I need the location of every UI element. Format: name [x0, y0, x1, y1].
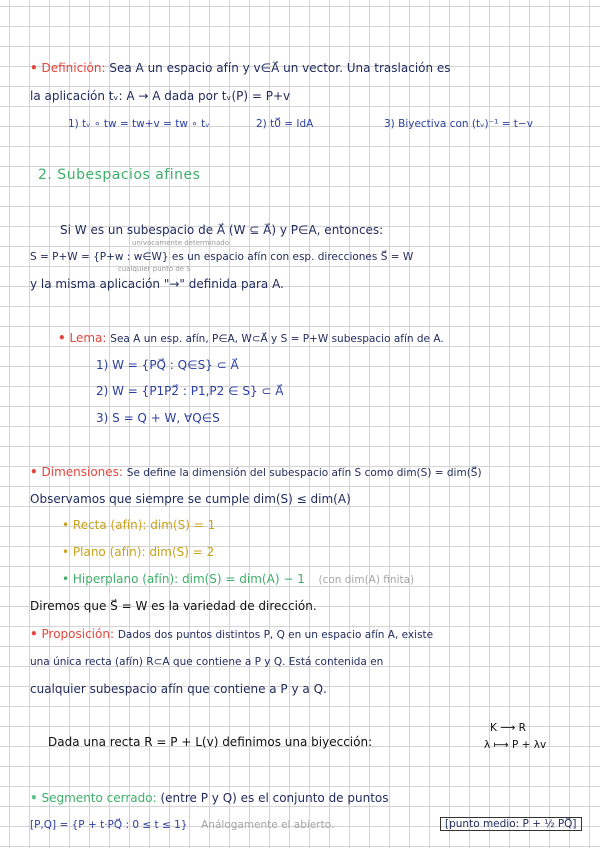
biyeccion-map-1: K ⟶ R — [490, 722, 526, 734]
proposicion-line2: una única recta (afín) R⊂A que contiene a P y Q. Está contenida en — [30, 656, 384, 668]
traslacion-prop-2: 2) t0⃗ = IdA — [256, 118, 314, 130]
term-dimensiones: Dimensiones: — [41, 465, 123, 479]
term-segmento: Segmento cerrado: — [41, 791, 157, 805]
recta-text: • Recta (afín): dim(S) = 1 — [62, 518, 216, 532]
bullet: • — [30, 791, 38, 805]
hiperplano-note: (con dim(A) finita) — [318, 574, 415, 586]
variedad-direccion: Diremos que S⃗ = W es la variedad de dirección. — [30, 599, 317, 613]
lema-text: Sea A un esp. afín, P∈A, W⊂A⃗ y S = P+W subespacio afín de A. — [110, 333, 444, 345]
hiperplano-text: • Hiperplano (afín): dim(S) = dim(A) − 1 — [62, 572, 305, 586]
section-title: 2. Subespacios afines — [38, 167, 201, 183]
proposicion-line1 — [30, 626, 433, 643]
dim-recta — [62, 517, 215, 533]
subespacio-line3: y la misma aplicación "→" definida para A. — [30, 277, 284, 291]
term-definicion: Definición: — [41, 61, 106, 75]
proposicion-text: Dados dos puntos distintos P, Q en un espacio afín A, existe — [117, 629, 434, 641]
subespacio-line2: S = P+W = {P+w : w∈W} es un espacio afín con esp. direcciones S⃗ = W — [30, 251, 414, 263]
lema-line1 — [58, 330, 444, 347]
dimensiones-text: Se define la dimensión del subespacio afín S como dim(S) = dim(S⃗) — [126, 467, 482, 479]
traslacion-prop-3: 3) Biyectiva con (tᵥ)⁻¹ = t−v — [384, 118, 533, 130]
dim-plano — [62, 544, 214, 560]
def-traslacion-line1 — [30, 60, 451, 76]
proposicion-line3: cualquier subespacio afín que contiene a P y a Q. — [30, 682, 327, 696]
segmento-text: (entre P y Q) es el conjunto de puntos — [160, 791, 389, 805]
traslacion-prop-1: 1) tᵥ ∘ tw = tw+v = tw ∘ tᵥ — [68, 118, 210, 130]
biyeccion-text: Dada una recta R = P + L(v) definimos una biyección: — [48, 735, 373, 749]
lema-item-3: 3) S = Q + W, ∀Q∈S — [96, 411, 220, 425]
dimensiones-line2: Observamos que siempre se cumple dim(S) ≤ dim(A) — [30, 492, 351, 506]
dim-hiperplano — [62, 571, 414, 588]
bullet: • — [30, 61, 38, 75]
margin-note: cualquier punto de S — [118, 265, 191, 273]
biyeccion-map-2: λ ⟼ P + λv — [484, 739, 547, 751]
segmento-line2 — [30, 816, 334, 833]
plano-text: • Plano (afín): dim(S) = 2 — [62, 545, 215, 559]
term-lema: Lema: — [69, 331, 107, 345]
lema-item-2: 2) W = {P1P2⃗ : P1,P2 ∈ S} ⊂ A⃗ — [96, 384, 284, 398]
punto-medio-box — [440, 816, 582, 832]
term-proposicion: Proposición: — [41, 627, 115, 641]
segmento-formula: [P,Q] = {P + t·PQ⃗ : 0 ≤ t ≤ 1} — [30, 819, 188, 831]
bullet: • — [30, 465, 38, 479]
margin-note: unívocamente determinado — [132, 239, 229, 247]
punto-medio: [punto medio: P + ½ PQ⃗] — [440, 817, 582, 831]
dimensiones-line1 — [30, 464, 482, 481]
definition-text: Sea A un espacio afín y v∈A⃗ un vector. Una traslación es — [109, 61, 451, 75]
segmento-note: Análogamente el abierto. — [201, 819, 335, 831]
subespacio-line1: Si W es un subespacio de A⃗ (W ⊆ A⃗) y P∈A, entonces: — [60, 223, 384, 237]
bullet: • — [30, 627, 38, 641]
def-traslacion-line2: la aplicación tᵥ: A → A dada por tᵥ(P) = P+v — [30, 89, 291, 103]
lema-item-1: 1) W = {PQ⃗ : Q∈S} ⊂ A⃗ — [96, 358, 239, 372]
bullet: • — [58, 331, 66, 345]
segmento-line1 — [30, 790, 389, 806]
